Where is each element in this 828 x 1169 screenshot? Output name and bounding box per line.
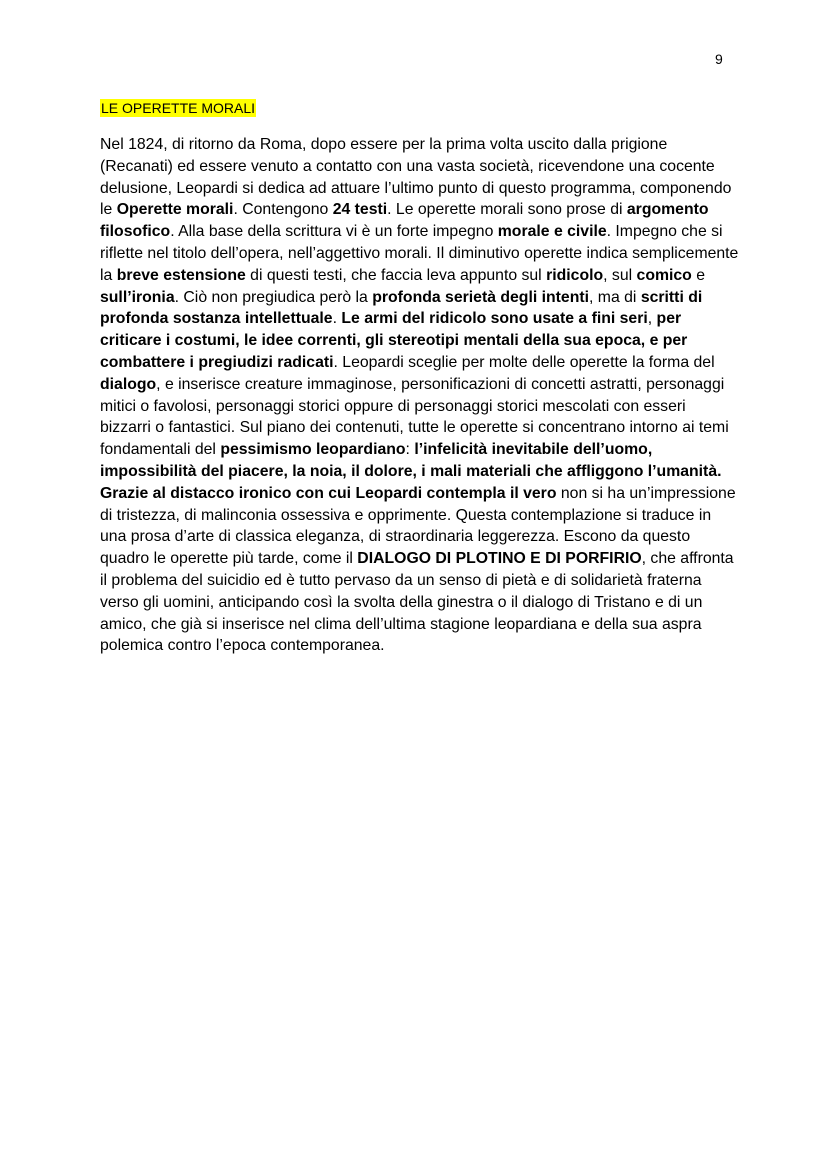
- text-run: .: [332, 310, 342, 328]
- page-number: 9: [715, 51, 723, 67]
- text-run: . Leopardi sceglie per molte delle operette la forma del: [333, 353, 715, 371]
- bold-text-run: scritti di profonda sostanza intellettuale: [100, 288, 703, 328]
- bold-text-run: 24 testi: [332, 201, 388, 219]
- bold-text-run: dialogo: [100, 375, 157, 393]
- text-run: . Contengono: [233, 201, 333, 219]
- bold-text-run: Operette morali: [116, 201, 234, 219]
- text-run: , che affronta il problema del suicidio ed è tutto pervaso da un senso di pietà e di solidarietà fraterna verso gli uomini, anticipando così la svolta della ginestra o il dialogo di Tristano e di un amico, che già si inserisce nel clima dell’ultima stagione leopardiana e della sua aspra polemica contro l’epoca contemporanea.: [100, 550, 734, 655]
- text-run: di questi testi, che faccia leva appunto sul: [245, 266, 547, 284]
- bold-text-run: l’infelicità inevitabile dell’uomo, impossibilità del piacere, la noia, il dolore, i mali materiali che affliggono l’umanità. Grazie al distacco ironico con cui Leopardi contempla il vero: [100, 441, 722, 502]
- text-run: e: [691, 266, 706, 284]
- bold-text-run: DIALOGO DI PLOTINO E DI PORFIRIO: [357, 550, 642, 568]
- bold-text-run: sull’ironia: [100, 288, 175, 306]
- text-run: . Le operette morali sono prose di: [387, 201, 627, 219]
- bold-text-run: breve estensione: [116, 266, 246, 284]
- bold-text-run: Le armi del ridicolo sono usate a fini seri: [341, 310, 648, 328]
- bold-text-run: comico: [636, 266, 692, 284]
- bold-text-run: morale e civile: [497, 223, 607, 241]
- text-run: . Ciò non pregiudica però la: [174, 288, 373, 306]
- text-run: . Impegno che si riflette nel titolo dell’opera, nell’aggettivo morali. Il diminutivo operette indica semplicemente la: [100, 223, 739, 284]
- body-paragraph: [100, 134, 740, 657]
- text-run: . Alla base della scrittura vi è un forte impegno: [170, 223, 498, 241]
- bold-text-run: ridicolo: [546, 266, 604, 284]
- bold-text-run: per criticare i costumi, le idee correnti, gli stereotipi mentali della sua epoca, e per combattere i pregiudizi radicati: [100, 310, 688, 371]
- bold-text-run: pessimismo leopardiano: [220, 441, 406, 459]
- text-run: non si ha un’impressione di tristezza, di malinconia ossessiva e opprimente. Questa contemplazione si traduce in una prosa d’arte di classica eleganza, di straordinaria leggerezza. Escono da questo quadro le operette più tarde, come il: [100, 484, 736, 568]
- text-run: Nel 1824, di ritorno da Roma, dopo essere per la prima volta uscito dalla prigione (Recanati) ed essere venuto a contatto con una vasta società, ricevendone una cocente delusione, Leopardi si dedica ad attuare l’ultimo punto di questo programma, componendo le: [100, 136, 732, 219]
- text-run: :: [405, 441, 415, 459]
- text-run: , sul: [603, 266, 637, 284]
- text-run: , ma di: [589, 288, 641, 306]
- text-run: ,: [647, 310, 657, 328]
- text-run: , e inserisce creature immaginose, personificazioni di concetti astratti, personaggi mitici o favolosi, personaggi storici oppure di personaggi storici mescolati con esseri bizzarri o fantastici. Sul piano dei contenuti, tutte le operette si concentrano intorno ai temi fondamentali del: [100, 375, 729, 459]
- bold-text-run: profonda serietà degli intenti: [372, 288, 590, 306]
- section-title: LE OPERETTE MORALI: [101, 100, 256, 116]
- bold-text-run: argomento filosofico: [100, 201, 709, 241]
